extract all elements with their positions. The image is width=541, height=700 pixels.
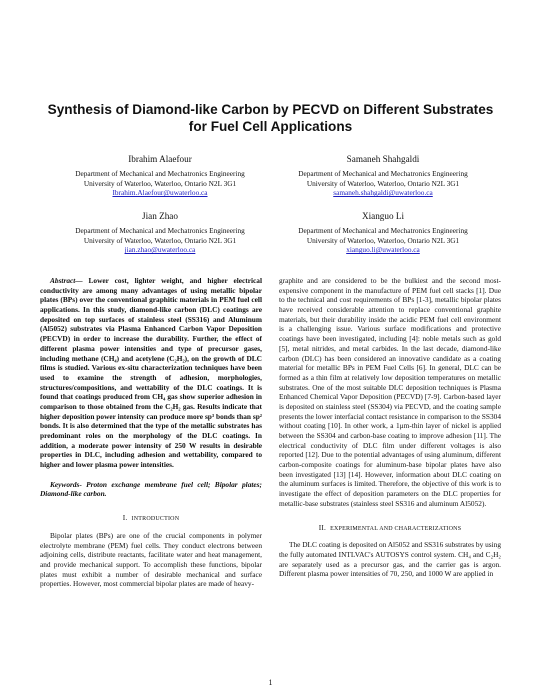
- author-block: [263, 153, 503, 198]
- author-email-link[interactable]: xianguo.li@uwaterloo.ca: [346, 245, 420, 255]
- author-block: [40, 210, 280, 255]
- section-number: I.: [122, 513, 128, 523]
- author-university: University of Waterloo, Waterloo, Ontario N2L 3G1: [83, 235, 237, 245]
- author-email-link[interactable]: jian.zhao@uwaterloo.ca: [124, 245, 196, 255]
- author-department: Department of Mechanical and Mechatronics Engineering: [298, 226, 468, 235]
- abstract-label: Abstract—: [50, 276, 83, 285]
- intro-paragraph: Bipolar plates (BPs) are one of the crucial components in polymer electrolyte membrane (PEM) fuel cells. They conduct electrons between adjoining cells, distribute reactants, facilitate water and heat management, and provide mechanical support. To accomplish these functions, bipolar plates must exhibit a number of desirable mechanical and surface properties. However, most commercial bipolar plates are made of heavy-: [40, 530, 262, 589]
- paper-title: Synthesis of Diamond-like Carbon by PECVD on Different Substrates for Fuel Cell Applications: [47, 102, 494, 134]
- author-name: Samaneh Shahgaldi: [346, 154, 420, 164]
- author-department: Department of Mechanical and Mechatronics Engineering: [75, 169, 245, 178]
- abstract: [40, 276, 262, 470]
- author-block: [263, 210, 503, 255]
- author-university: University of Waterloo, Waterloo, Ontario N2L 3G1: [306, 178, 460, 188]
- right-column: [279, 276, 501, 579]
- section-number: II.: [318, 522, 327, 532]
- section-title: EXPERIMENTAL AND CHARACTERIZATIONS: [330, 525, 462, 532]
- author-name: Ibrahim Alaefour: [128, 154, 192, 164]
- page-number: 1: [268, 678, 273, 687]
- author-department: Department of Mechanical and Mechatronics Engineering: [298, 169, 468, 178]
- author-department: Department of Mechanical and Mechatronics Engineering: [75, 226, 245, 235]
- left-column: [40, 276, 262, 589]
- author-email-link[interactable]: samaneh.shahgaldi@uwaterloo.ca: [333, 188, 433, 198]
- section-heading-introduction: [40, 513, 262, 525]
- author-university: University of Waterloo, Waterloo, Ontario N2L 3G1: [306, 235, 460, 245]
- intro-paragraph-continued: graphite and are considered to be the bulkiest and the second most-expensive component in the manufacture of PEM fuel cell stacks [1]. Due to the technical and cost requirements of BPs [1-3], metallic bipolar plates have received considerable attention to replace conventional graphite materials, but their durability inside the acidic PEM fuel cell environment is a challenging issue. Various surface modifications and protective coatings have been investigated, including [4]: noble metals such as gold [5], metal nitrides, and metal carbides. In the last decade, diamond-like carbon (DLC) has been considered an innovative candidate as a coating material for metallic BPs in PEM Fuel Cells [6]. In general, DLC can be formed as a thin film at relatively low deposition temperatures on metallic substrates. One of the most suitable DLC deposition techniques is Plasma Enhanced Chemical Vapor Deposition (PECVD) [7-9]. Carbon-based layer is deposited on stainless steel (SS304) via PECVD, and the coating sample presents the lower interfacial contact resistance in comparison to the SS304 without coating [10]. In other work, a 1μm-thin layer of nickel is applied between the SS304 and carbon-base coating to improve adhesion [11]. The electrical conductivity of DLC film under different voltages is also reported [12]. Due to the potential advantages of using aluminum, different carbon-composite coatings for aluminum-base bipolar plates have also been investigated [13] [14]. However, information about DLC coating on the aluminum surfaces is limited. Therefore, the objective of this work is to investigate the effect of deposition parameters on the DLC properties for metallic-base substrates (stainless steel SS316 and aluminum Al5052).: [279, 276, 501, 508]
- section-title: INTRODUCTION: [131, 516, 180, 523]
- author-name: Xianguo Li: [361, 211, 405, 221]
- author-block: [40, 153, 280, 198]
- author-name: Jian Zhao: [142, 211, 178, 221]
- section-heading-experimental: [279, 523, 501, 535]
- author-email-link[interactable]: Ibrahim.Alaefour@uwaterloo.ca: [112, 188, 208, 198]
- keywords: Keywords- Proton exchange membrane fuel cell; Bipolar plates; Diamond-like carbon.: [40, 479, 262, 499]
- author-university: University of Waterloo, Waterloo, Ontario N2L 3G1: [83, 178, 237, 188]
- abstract-text: Lower cost, lighter weight, and higher electrical conductivity are among many advantages of using metallic bipolar plates (BPs) over the conventional graphitic materials in PEM fuel cell applications. In this study, diamond-like carbon (DLC) coatings are deposited on top surfaces of stainless steel (SS316) and Aluminum (Al5052) substrates via Plasma Enhanced Carbon Vapor Deposition (PECVD) in order to increase the durability. Further, the effect of different plasma power intensities and type of precursor gases, including methane (CH₄) and acetylene (C₂H₂), on the growth of DLC films is studied. Various ex-situ characterization techniques have been used to examine the strength of adhesion, morphologies, structures/compositions, and wettability of the DLC coatings. It is found that coatings produced from CH₄ gas show superior adhesion in comparison to those obtained from the C₂H₂ gas. Results indicate that higher deposition power intensity can produce more sp³ bonds than sp² bonds. It is also determined that the type of the metallic substrates has predominant roles on the morphology of the DLC coatings. In addition, a moderate power intensity of 250 W results in desirable properties in DLC, including adhesion and wettability, compared to higher and lower plasma power intensities.: [40, 276, 262, 470]
- experimental-paragraph: The DLC coating is deposited on Al5052 and SS316 substrates by using the fully automated INTLVAC's AUTOSYS control system. CH₄ and C₂H₂ are separately used as a precursor gas, and the carrier gas is argon. Different plasma power intensities of 70, 250, and 1000 W are applied in: [279, 540, 501, 579]
